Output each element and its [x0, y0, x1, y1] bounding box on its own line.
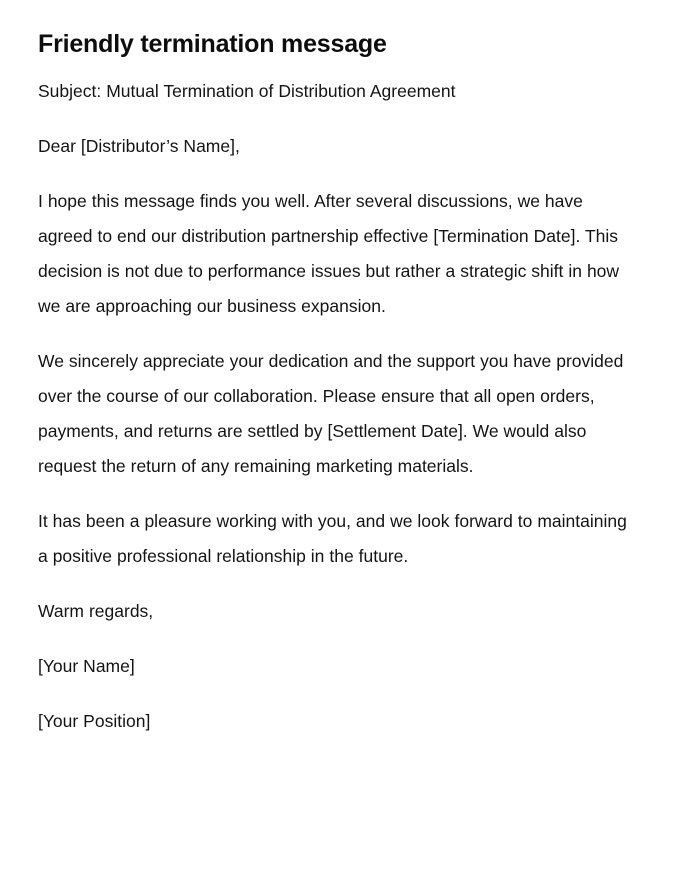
body-paragraph-2: We sincerely appreciate your dedication and the support you have provided over the course of our collaboration. Please ensure that all open orders, payments, and returns are settled by [Settlement Date]. We would also request the return of any remaining marketing materials.	[38, 351, 624, 476]
closing-line: Warm regards,	[38, 601, 154, 621]
salutation-line: Dear [Distributor’s Name],	[38, 136, 240, 156]
body-paragraph-3: It has been a pleasure working with you, and we look forward to maintaining a positive professional relationship in the future.	[38, 511, 627, 566]
signature-name: [Your Name]	[38, 656, 135, 676]
signature-position: [Your Position]	[38, 711, 151, 731]
body-paragraph-1: I hope this message finds you well. After several discussions, we have agreed to end our distribution partnership effective [Termination Date]. This decision is not due to performance issues but rather a strategic shift in how we are approaching our business expansion.	[38, 191, 620, 316]
page-title: Friendly termination message	[38, 30, 387, 58]
subject-line: Subject: Mutual Termination of Distribution Agreement	[38, 81, 456, 101]
